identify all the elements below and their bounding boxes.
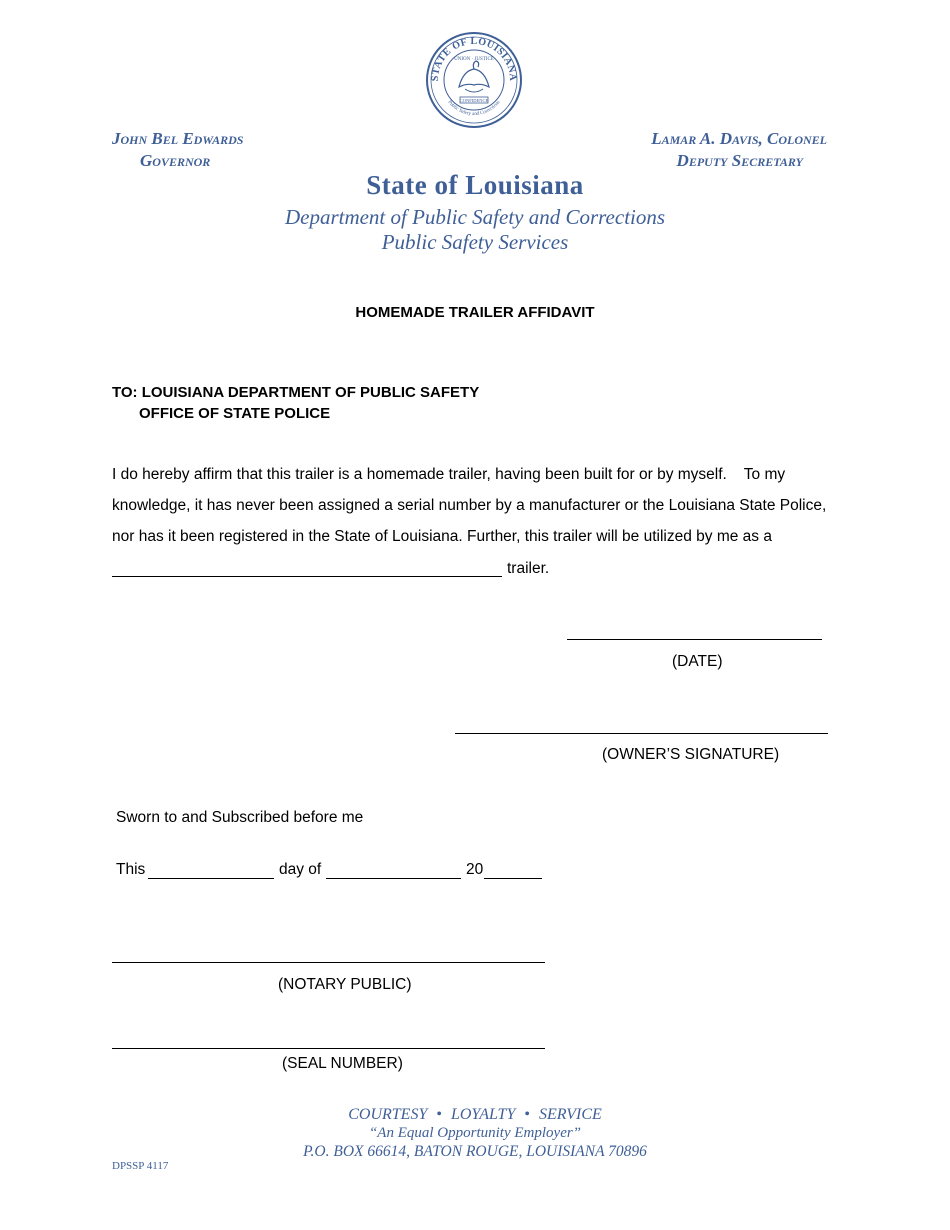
deputy-secretary-title: Deputy Secretary — [676, 151, 803, 170]
day-of-label: day of — [279, 861, 322, 878]
footer-motto — [0, 1106, 950, 1124]
owner-signature-label: (OWNER’S SIGNATURE) — [602, 746, 780, 763]
date-line[interactable] — [567, 639, 822, 640]
svg-text:CONFIDENCE: CONFIDENCE — [459, 98, 489, 103]
affirmation-line-1: I do hereby affirm that this trailer is a homemade trailer, having been built for or by myself. To my — [112, 466, 786, 483]
department-name: Department of Public Safety and Corrections — [284, 205, 666, 229]
owner-signature-line[interactable] — [455, 733, 828, 734]
date-label: (DATE) — [672, 653, 723, 670]
sworn-statement: Sworn to and Subscribed before me — [116, 809, 364, 826]
addressee-line-2: OFFICE OF STATE POLICE — [139, 405, 331, 422]
seal-number-label: (SEAL NUMBER) — [282, 1055, 403, 1072]
addressee-line-1: TO: LOUISIANA DEPARTMENT OF PUBLIC SAFETY — [112, 384, 480, 401]
motto-loyalty: LOYALTY — [450, 1106, 516, 1123]
notary-label: (NOTARY PUBLIC) — [278, 976, 412, 993]
year-blank[interactable] — [484, 878, 542, 879]
form-number: DPSSP 4117 — [112, 1160, 169, 1172]
governor-title: Governor — [140, 151, 211, 170]
motto-service: SERVICE — [538, 1106, 602, 1123]
mailing-address: P.O. BOX 66614, BATON ROUGE, LOUISIANA 70896 — [303, 1143, 647, 1160]
affirmation-line-2: knowledge, it has never been assigned a serial number by a manufacturer or the Louisiana State Police, — [112, 497, 827, 514]
this-label: This — [116, 861, 146, 878]
division-name: Public Safety Services — [381, 230, 569, 254]
governor-name: John Bel Edwards — [112, 129, 244, 148]
state-title: State of Louisiana — [366, 170, 584, 200]
affirmation-line-4-suffix: trailer. — [507, 560, 550, 577]
form-title: HOMEMADE TRAILER AFFIDAVIT — [355, 304, 595, 321]
motto-courtesy: COURTESY — [348, 1106, 428, 1123]
year-prefix: 20 — [466, 861, 484, 878]
state-seal-logo — [425, 31, 523, 129]
motto-separator-1: • — [436, 1106, 442, 1123]
svg-text:UNION · JUSTICE: UNION · JUSTICE — [454, 57, 494, 62]
affirmation-line-3: nor has it been registered in the State of Louisiana. Further, this trailer will be utilized by me as a — [112, 528, 772, 545]
seal-number-line[interactable] — [112, 1048, 545, 1049]
svg-text:STATE OF LOUISIANA: STATE OF LOUISIANA — [429, 35, 519, 82]
motto-separator-2: • — [524, 1106, 530, 1123]
svg-text:Public Safety and Corrections: Public Safety and Corrections — [446, 100, 502, 118]
equal-opportunity-statement: “An Equal Opportunity Employer” — [368, 1125, 582, 1141]
day-blank[interactable] — [148, 878, 274, 879]
deputy-secretary-name: Lamar A. Davis, Colonel — [651, 129, 827, 148]
trailer-type-blank[interactable] — [112, 576, 502, 577]
notary-signature-line[interactable] — [112, 962, 545, 963]
month-blank[interactable] — [326, 878, 461, 879]
